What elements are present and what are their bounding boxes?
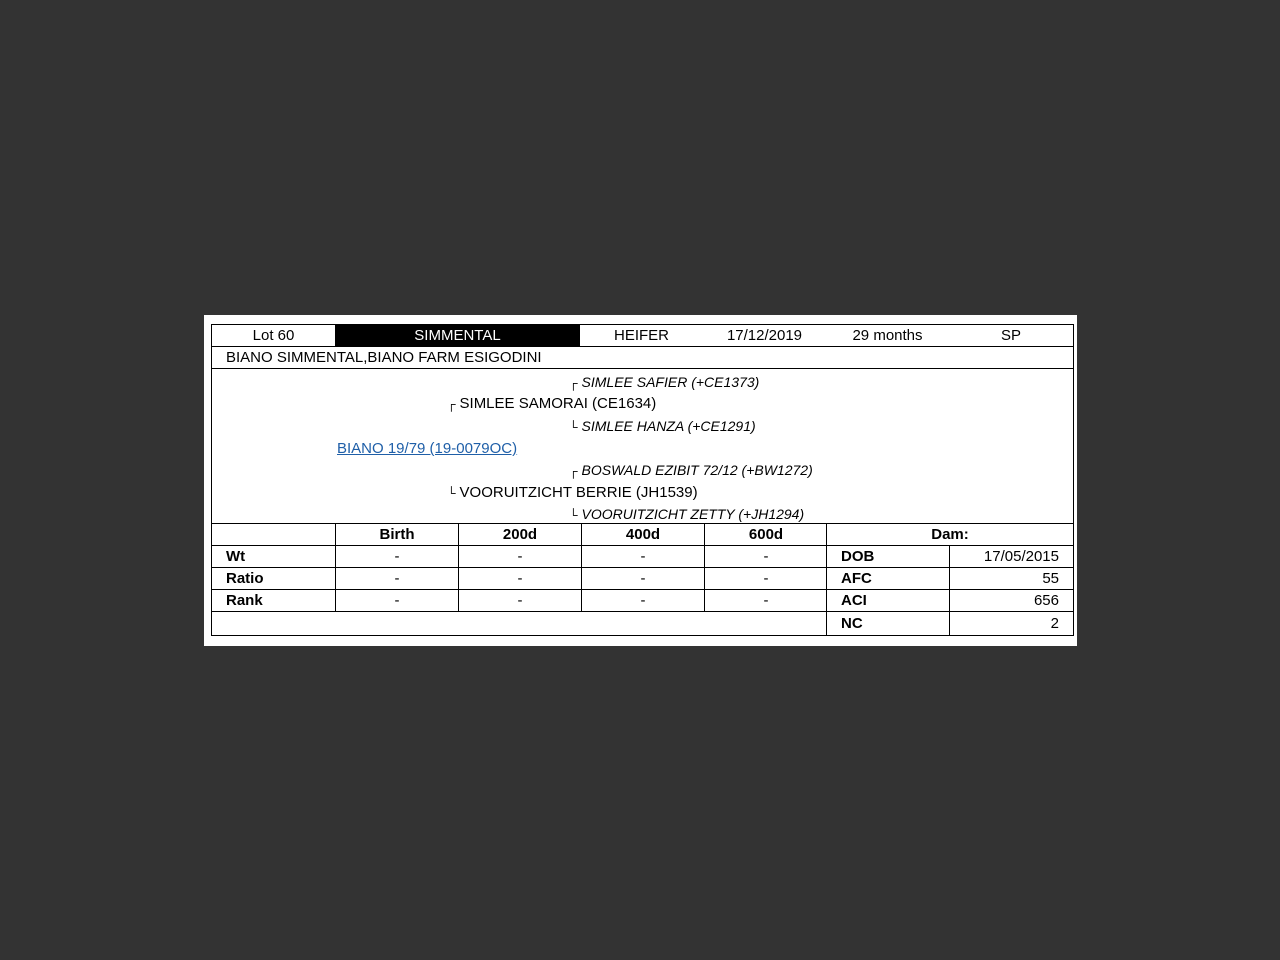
dam-title: Dam: — [826, 524, 1073, 545]
dam-label-aci: ACI — [826, 590, 949, 611]
bracket-bottom-icon: └ — [569, 420, 578, 434]
code-label: SP — [1000, 327, 1021, 344]
dam-sire-entry — [569, 462, 813, 478]
sire-dam-entry — [569, 418, 756, 434]
sire-entry — [447, 395, 656, 412]
table-row — [212, 590, 1073, 612]
age-label: 29 months — [852, 327, 923, 344]
sire-name: SIMLEE SAMORAI (CE1634) — [459, 395, 657, 412]
table-row — [212, 612, 1073, 635]
row-label-wt: Wt — [226, 548, 246, 565]
sire-sire-name: SIMLEE SAFIER (+CE1373) — [581, 374, 760, 390]
rank-600d: - — [704, 590, 827, 611]
bracket-bottom-icon: └ — [447, 486, 456, 500]
dam-dam-name: VOORUITZICHT ZETTY (+JH1294) — [581, 506, 805, 522]
pedigree-section — [212, 369, 1073, 524]
dam-name: VOORUITZICHT BERRIE (JH1539) — [459, 484, 698, 501]
col-400d: 400d — [581, 524, 704, 545]
animal-entry[interactable] — [337, 440, 517, 457]
wt-birth: - — [335, 546, 458, 567]
ratio-birth: - — [335, 568, 458, 589]
dam-entry — [447, 484, 698, 501]
row-label-rank: Rank — [226, 592, 263, 609]
dam-label-afc: AFC — [826, 568, 949, 589]
dam-label-dob: DOB — [826, 546, 949, 567]
breed-label: SIMMENTAL — [335, 325, 580, 346]
lot-card — [204, 315, 1077, 646]
rank-200d: - — [458, 590, 581, 611]
blank-footer-cell — [212, 612, 826, 635]
col-200d: 200d — [458, 524, 581, 545]
sire-dam-name: SIMLEE HANZA (+CE1291) — [581, 418, 756, 434]
wt-400d: - — [581, 546, 704, 567]
rank-400d: - — [581, 590, 704, 611]
dam-sire-name: BOSWALD EZIBIT 72/12 (+BW1272) — [581, 462, 813, 478]
dam-value-aci: 656 — [949, 590, 1073, 611]
rank-birth: - — [335, 590, 458, 611]
sex-label: HEIFER — [613, 327, 669, 344]
row-label-ratio: Ratio — [226, 570, 264, 587]
owner-row — [212, 347, 1073, 369]
wt-200d: - — [458, 546, 581, 567]
dam-label-nc: NC — [826, 612, 949, 635]
blank-header-cell — [212, 524, 335, 545]
table-row — [212, 546, 1073, 568]
ratio-400d: - — [581, 568, 704, 589]
ratio-200d: - — [458, 568, 581, 589]
lot-number: Lot 60 — [252, 327, 295, 344]
dam-value-afc: 55 — [949, 568, 1073, 589]
col-600d: 600d — [704, 524, 827, 545]
ratio-600d: - — [704, 568, 827, 589]
dam-value-dob: 17/05/2015 — [949, 546, 1073, 567]
wt-600d: - — [704, 546, 827, 567]
header-row — [212, 325, 1073, 347]
owner-name: BIANO SIMMENTAL,BIANO FARM ESIGODINI — [226, 349, 542, 366]
dam-dam-entry — [569, 506, 804, 522]
animal-link[interactable]: BIANO 19/79 (19-0079OC) — [337, 440, 518, 457]
lot-card-frame — [211, 324, 1074, 636]
sire-sire-entry — [569, 374, 759, 390]
table-row — [212, 568, 1073, 590]
col-birth: Birth — [335, 524, 458, 545]
bracket-top-icon: ┌ — [447, 397, 456, 411]
sale-date: 17/12/2019 — [726, 327, 803, 344]
dam-value-nc: 2 — [949, 612, 1073, 635]
bracket-top-icon: ┌ — [569, 464, 578, 478]
performance-header-row — [212, 524, 1073, 546]
bracket-bottom-icon: └ — [569, 508, 578, 522]
bracket-top-icon: ┌ — [569, 376, 578, 390]
